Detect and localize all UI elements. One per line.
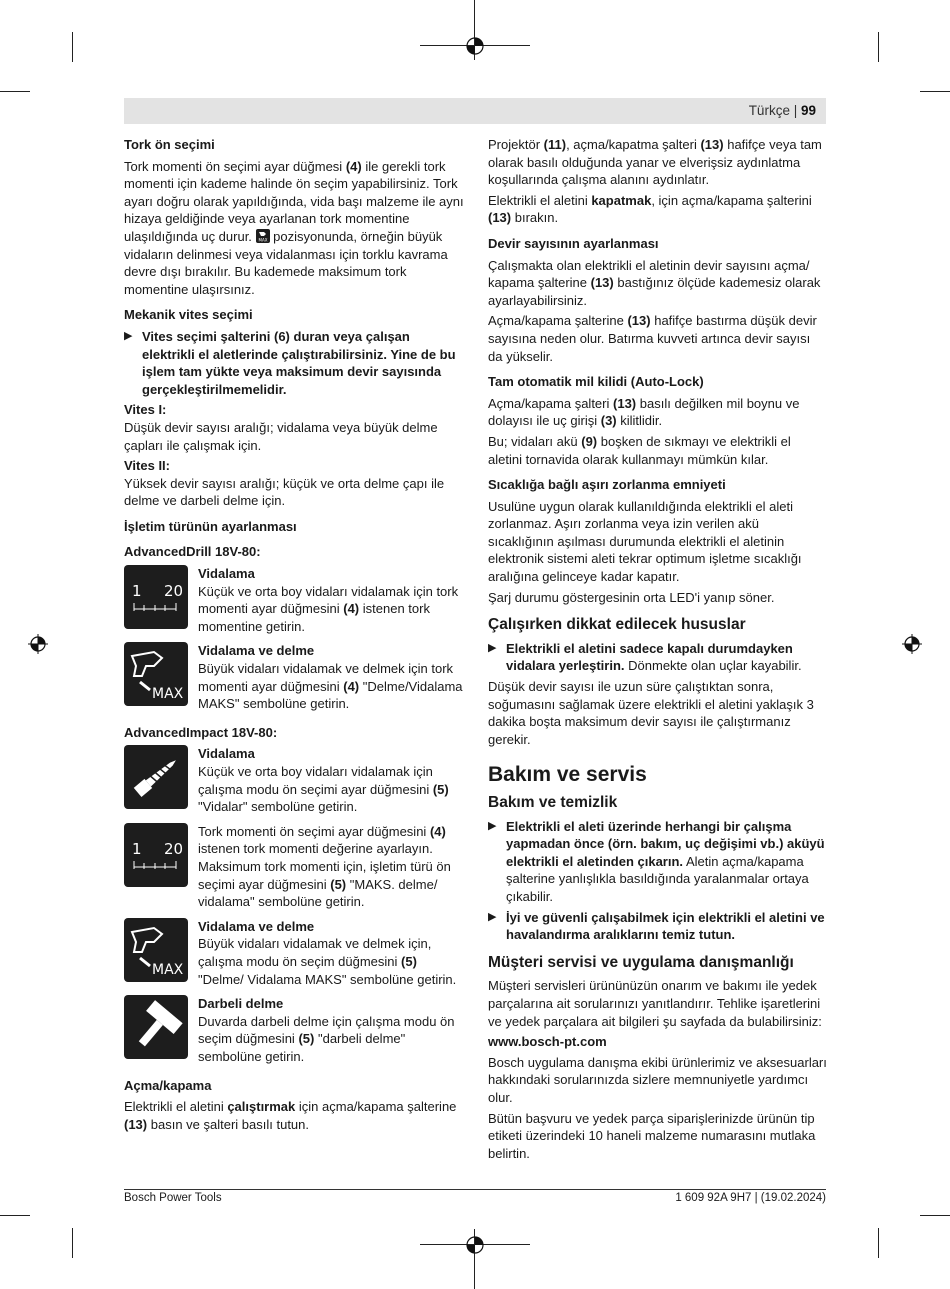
section-heading: Mekanik vites seçimi xyxy=(124,307,253,323)
svg-text:20: 20 xyxy=(164,839,184,858)
paragraph: Yüksek devir sayısı aralığı; küçük ve orta delme çapı ile delme ve darbeli delme için. xyxy=(124,475,445,509)
crop-mark xyxy=(72,32,73,62)
website-link[interactable]: www.bosch-pt.com xyxy=(488,1034,607,1050)
section-heading: Tork ön seçimi xyxy=(124,137,215,152)
mode-title: Darbeli delme xyxy=(198,996,284,1012)
paragraph: Büyük vidaları vidalamak ve delmek için tork momenti ayar düğmesini (4) "Delme/Vidalama MAKS" sembolüne getirin. xyxy=(198,661,463,712)
crop-mark xyxy=(878,1228,879,1258)
svg-text:1: 1 xyxy=(132,839,142,858)
model-heading: AdvancedImpact 18V-80: xyxy=(124,724,278,740)
section-heading: Sıcaklığa bağlı aşırı zorlanma emniyeti xyxy=(488,477,726,493)
paragraph: Küçük ve orta boy vidaları vidalamak için çalışma modu ön seçimi ayar düğmesini (5) "Vidalar" sembolüne getirin. xyxy=(198,764,449,815)
section-heading: İşletim türünün ayarlanması xyxy=(124,518,297,534)
section-heading: Müşteri servisi ve uygulama danışmanlığı xyxy=(488,953,794,971)
section-heading: Tam otomatik mil kilidi (Auto-Lock) xyxy=(488,374,704,390)
crop-mark xyxy=(878,32,879,62)
warning-item: ▶ Elektrikli el aletini sadece kapalı durumdayken vidalara yerleştirin. Dönmekte olan uçlar kayabilir. xyxy=(488,640,802,674)
hammer-icon xyxy=(124,995,188,1059)
drill-max-icon xyxy=(124,642,188,706)
bullet-triangle-icon: ▶ xyxy=(488,819,497,832)
bullet-triangle-icon: ▶ xyxy=(488,910,497,923)
paragraph: Duvarda darbeli delme için çalışma modu ön seçim düğmesini (5) "darbeli delme" sembolüne getirin. xyxy=(198,1013,455,1064)
footer-document-number: 1 609 92A 9H7 | (19.02.2024) xyxy=(675,1192,826,1204)
section-heading: Bakım ve temizlik xyxy=(488,794,618,811)
svg-text:MAX: MAX xyxy=(258,237,268,243)
torque-dial-icon xyxy=(124,823,188,887)
crop-mark xyxy=(920,91,950,92)
paragraph: Bütün başvuru ve yedek parça siparişlerinizde ürünün tip etiketi üzerindeki 10 haneli malzeme numarasını mutlaka belirtin. xyxy=(488,1110,816,1161)
mode-title: Vidalama xyxy=(198,566,255,582)
page-number: 99 xyxy=(800,103,816,118)
header-label: Türkçe | 99 xyxy=(748,103,816,118)
paragraph: Müşteri servisleri ürününüzün onarım ve bakımı ile yedek parçalarına ait sorularınızı yanıtlandırır. Tehlike işaretlerini ve yedek parçalara ait bilgileri şu sayfada da bulabilirsiniz: xyxy=(488,978,822,1029)
paragraph: Açma/kapama şalteri (13) basılı değilken mil boynu ve dolayısı ile uç girişi (3) kilitlidir. xyxy=(488,395,800,429)
paragraph: Düşük devir sayısı ile uzun süre çalıştıktan sonra, soğumasını sağlamak üzere elektrikli el aletini yaklaşık 3 dakika boşta maksimum devir sayısı ile çalıştırmanız gerekir. xyxy=(488,679,814,747)
drill-max-icon xyxy=(124,918,188,982)
model-heading: AdvancedDrill 18V-80: xyxy=(124,544,261,560)
paragraph: Projektör (11), açma/kapatma şalteri (13) hafifçe veya tam olarak basılı olduğunda yanar ve elverişsiz aydınlatma koşullarında çalışma alanını aydınlatır. xyxy=(488,137,822,188)
svg-text:20: 20 xyxy=(164,582,184,601)
mode-item xyxy=(124,823,464,914)
paragraph: Tork momenti ön seçimi ayar düğmesi (4) ile gerekli tork momenti için kademe halinde ön seçim yapabilirsiniz. Tork ayarı doğru olarak yapıldığında, vida başı malzeme ile aynı hizaya geldiğinde veya ayarlanan tork momentine ulaşıldığında uç durur. MAX pozisyonunda, örneğin büyük vidaların delinmesi veya vidalanması için torklu kavrama devre dışı bırakılır. Bu kademede maksimum tork momentine ulaşırsınız. xyxy=(124,158,464,297)
paragraph: Açma/kapama şalterine (13) hafifçe bastırma düşük devir sayısına neden olur. Batırma kuvveti artınca devir sayısı da yükselir. xyxy=(488,313,817,364)
right-column xyxy=(488,136,828,1165)
crop-mark xyxy=(0,1215,30,1216)
subheading: Vites I: xyxy=(124,402,167,418)
screw-icon xyxy=(124,745,188,809)
drill-max-icon xyxy=(256,229,270,243)
paragraph: Küçük ve orta boy vidaları vidalamak için tork momenti ayar düğmesini (4) istenen tork momentine getirin. xyxy=(198,583,459,634)
warning-item: ▶ Vites seçimi şalterini (6) duran veya çalışan elektrikli el aletlerinde çalıştırabilirsiniz. Yine de bu işlem tam yükte veya maksimum devir sayısında gerçekleştirilmemelidir. xyxy=(124,328,456,397)
footer-divider xyxy=(124,1189,826,1190)
bullet-triangle-icon: ▶ xyxy=(488,641,497,654)
paragraph: Bosch uygulama danışma ekibi ürünlerimiz ve aksesuarları hakkındaki sorularınızda sizlere memnuniyetle yardımcı olur. xyxy=(488,1054,827,1105)
paragraph: Şarj durumu göstergesinin orta LED'i yanıp söner. xyxy=(488,589,775,605)
crop-mark xyxy=(72,1228,73,1258)
paragraph: Büyük vidaları vidalamak ve delmek için, çalışma modu ön seçim düğmesini (5) "Delme/ Vidalama MAKS" sembolüne getirin. xyxy=(198,936,457,987)
registration-mark-icon xyxy=(902,634,922,654)
crop-mark xyxy=(920,1215,950,1216)
bullet-triangle-icon: ▶ xyxy=(124,329,133,342)
section-heading: Açma/kapama xyxy=(124,1077,212,1093)
mode-item xyxy=(124,642,464,715)
svg-text:MAX: MAX xyxy=(152,961,184,978)
paragraph: Çalışmakta olan elektrikli el aletinin devir sayısını açma/ kapama şalterine (13) bastığınız ölçüde kademesiz olarak ayarlayabilirsiniz. xyxy=(488,257,821,308)
left-column xyxy=(124,136,464,1136)
registration-mark-icon xyxy=(465,1235,485,1255)
chapter-heading: Bakım ve servis xyxy=(488,763,647,787)
svg-text:MAX: MAX xyxy=(152,686,184,703)
warning-item: ▶ Elektrikli el aleti üzerinde herhangi bir çalışma yapmadan önce (örn. bakım, uç değişimi vb.) aküyü elektrikli el aletinden çıkarın. Aletin açma/kapama şalterine yanlışlıkla basıldığında yaralanmalar ortaya çıkabilir. xyxy=(488,818,825,904)
mode-item xyxy=(124,745,464,818)
mode-title: Vidalama ve delme xyxy=(198,643,315,659)
registration-mark-icon xyxy=(465,36,485,56)
torque-dial-icon xyxy=(124,565,188,629)
page-header xyxy=(124,98,826,124)
paragraph: Düşük devir sayısı aralığı; vidalama veya büyük delme çapları ile çalışmak için. xyxy=(124,419,438,453)
paragraph: Elektrikli el aletini kapatmak, için açma/kapama şalterini (13) bırakın. xyxy=(488,192,812,226)
section-heading: Devir sayısının ayarlanması xyxy=(488,235,659,251)
mode-item xyxy=(124,918,464,991)
svg-text:1: 1 xyxy=(132,582,142,601)
section-heading: Çalışırken dikkat edilecek hususlar xyxy=(488,616,746,634)
mode-item xyxy=(124,995,464,1068)
paragraph: Tork momenti ön seçimi ayar düğmesini (4) istenen tork momenti değerine ayarlayın. Maksimum tork momenti için, işletim türü ön seçimi ayar düğmesini (5) "MAKS. delme/ vidalama" sembolüne getirin. xyxy=(198,823,451,910)
footer-brand: Bosch Power Tools xyxy=(124,1192,222,1204)
subheading: Vites II: xyxy=(124,458,171,474)
registration-mark-icon xyxy=(28,634,48,654)
crop-mark xyxy=(0,91,30,92)
mode-title: Vidalama ve delme xyxy=(198,918,315,934)
paragraph: Usulüne uygun olarak kullanıldığında elektrikli el aleti zorlanmaz. Aşırı zorlanma veya izin verilen akü sıcaklığının aşılması durumunda elektrikli el aletinin elektronik sistemi aleti tekrar optimum işletme sıcaklığı aralığına gelinceye kadar kapatır. xyxy=(488,498,802,585)
warning-item: ▶ İyi ve güvenli çalışabilmek için elektrikli el aletini ve havalandırma aralıklarını temiz tutun. xyxy=(488,909,825,943)
paragraph: Bu; vidaları akü (9) boşken de sıkmayı ve elektrikli el aletini tornavida olarak kullanmayı mümkün kılar. xyxy=(488,433,791,467)
mode-item xyxy=(124,565,464,638)
paragraph: Elektrikli el aletini çalıştırmak için açma/kapama şalterine (13) basın ve şalteri basılı tutun. xyxy=(124,1099,457,1132)
mode-title: Vidalama xyxy=(198,746,255,762)
